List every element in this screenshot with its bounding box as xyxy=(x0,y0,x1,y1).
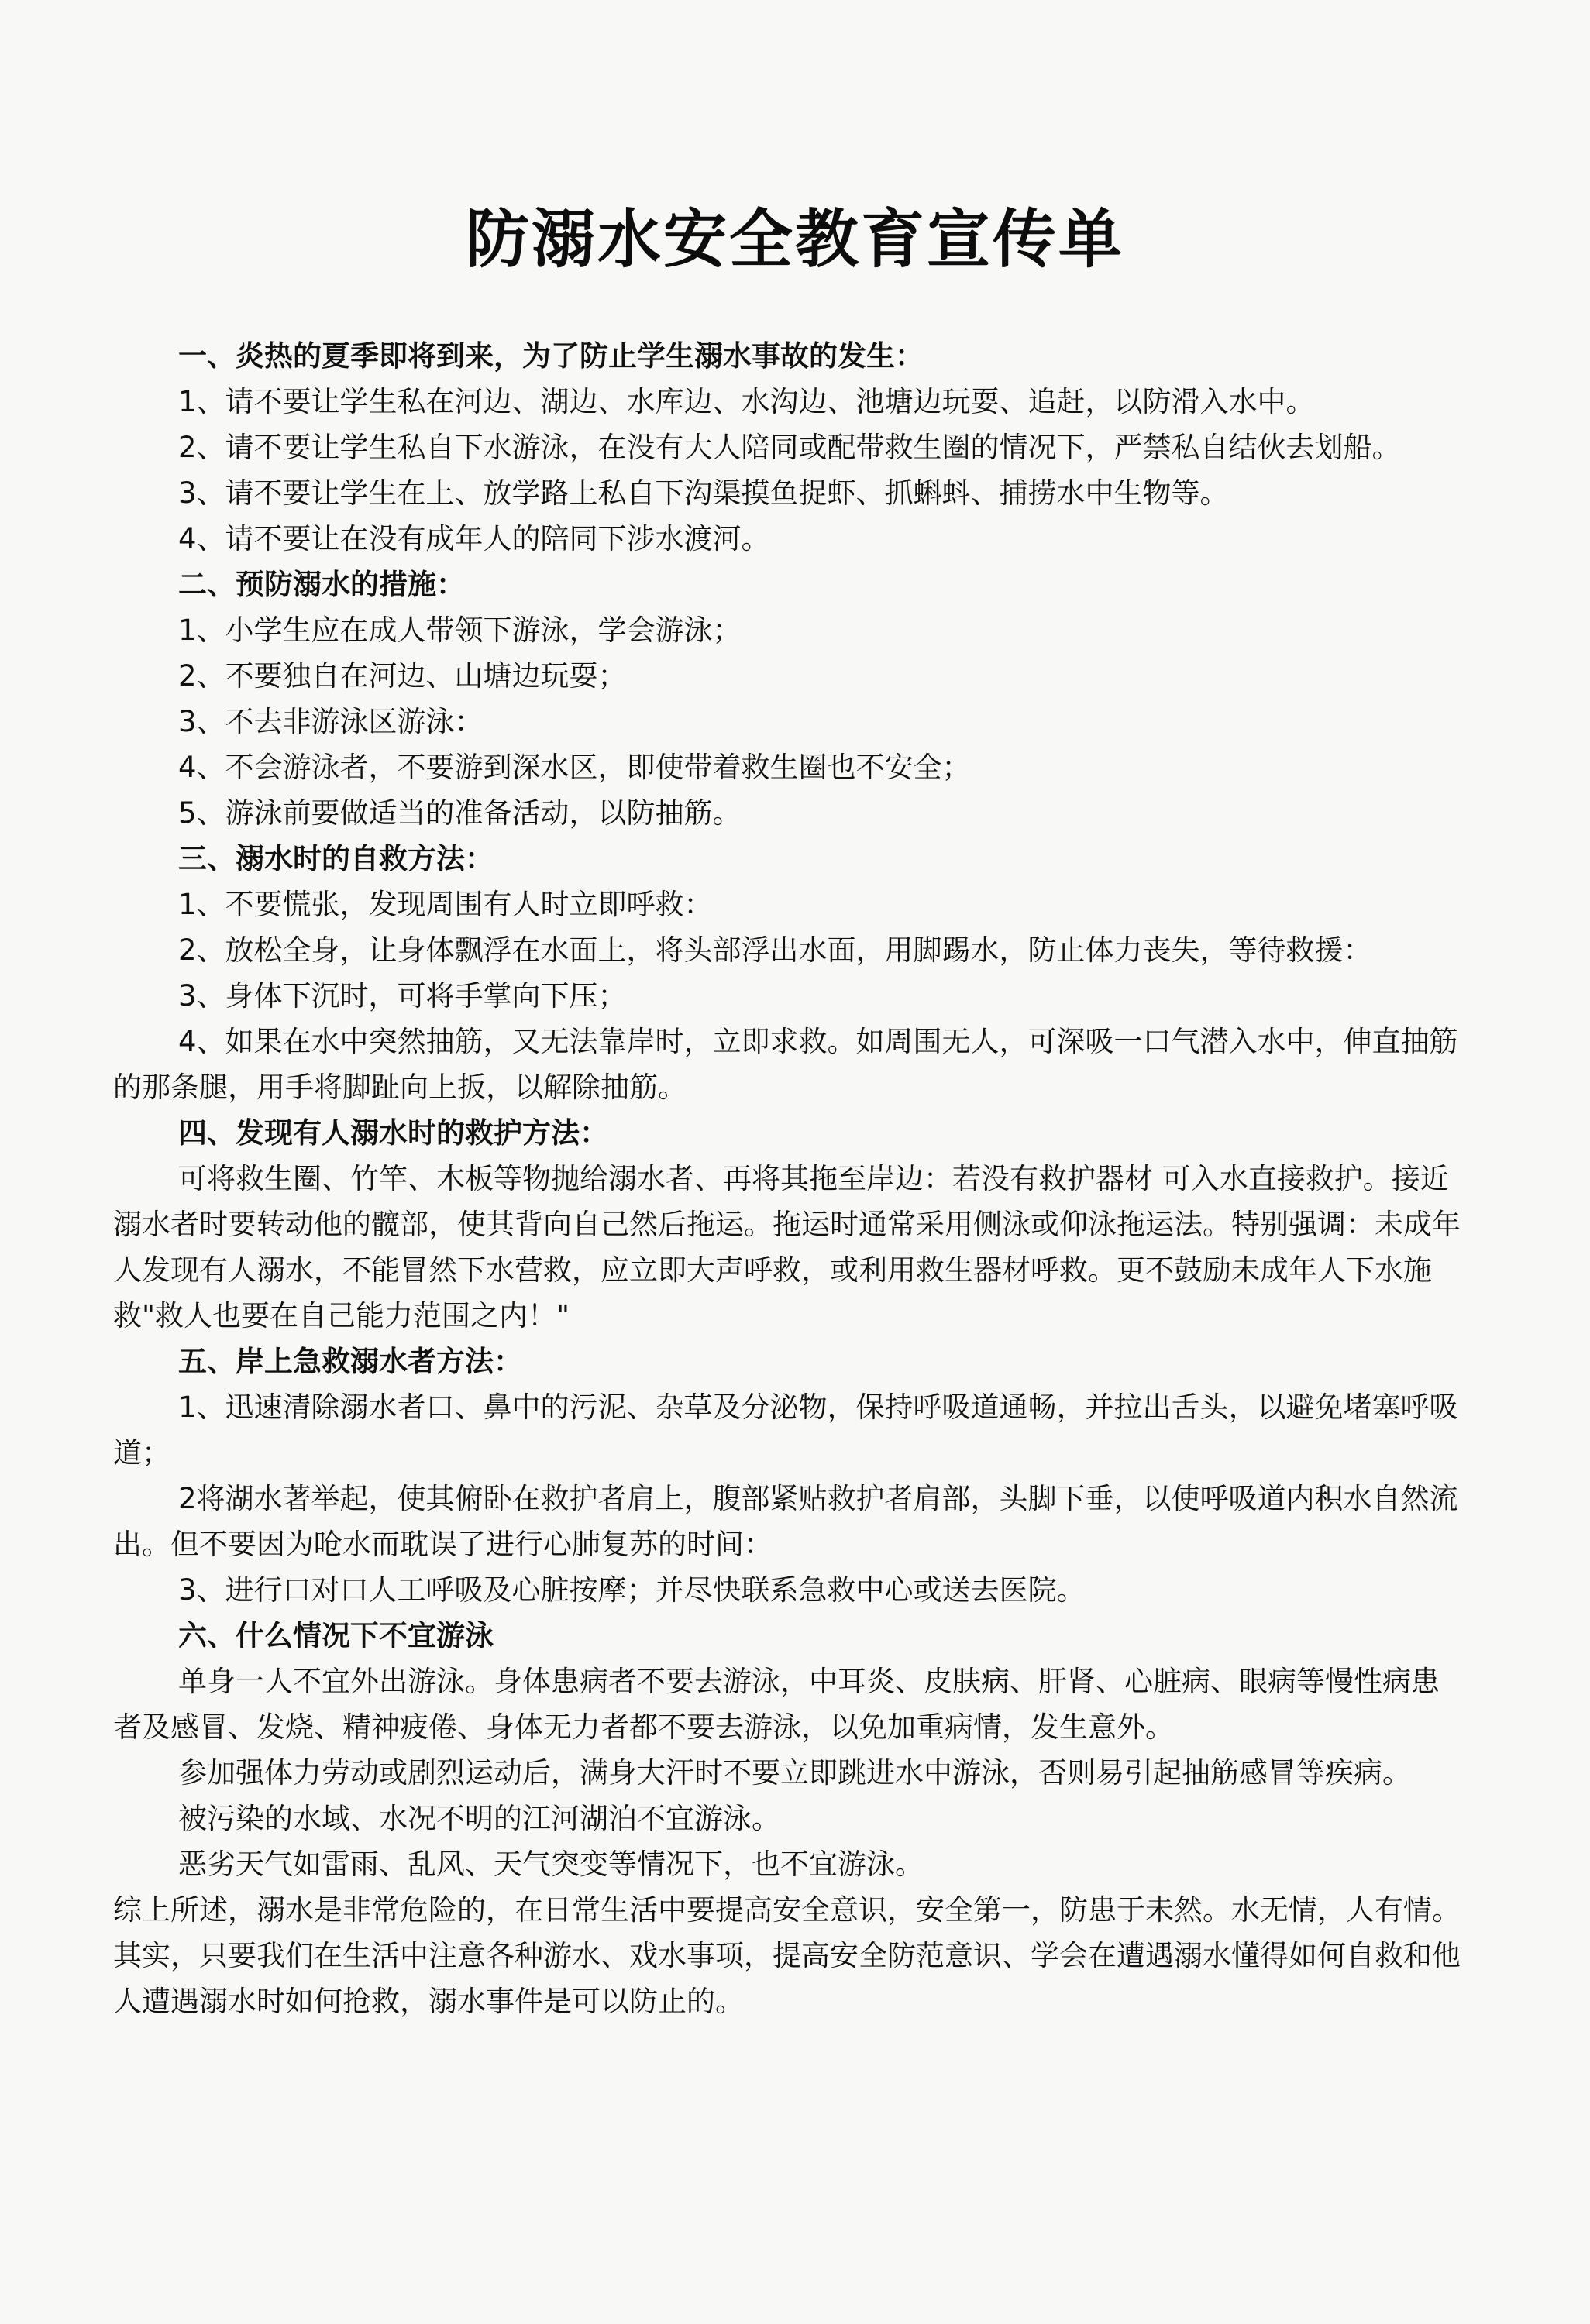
body-line: 2、放松全身，让身体飘浮在水面上，将头部浮出水面，用脚踢水，防止体力丧失，等待救援： xyxy=(178,933,1372,967)
document-title: 防溺水安全教育宣传单 xyxy=(465,203,1124,277)
body-line: 四、发现有人溺水时的救护方法： xyxy=(178,1116,608,1150)
body-paragraph: 2、请不要让学生私自下水游泳，在没有大人陪同或配带救生圈的情况下，严禁私自结伙去划船。 xyxy=(178,431,1401,464)
body-line: 4、请不要让在没有成年人的陪同下涉水渡河。 xyxy=(178,522,770,555)
body-line: 一、炎热的夏季即将到来，为了防止学生溺水事故的发生： xyxy=(178,339,924,373)
body-line: 4、不会游泳者，不要游到深水区，即使带着救生圈也不安全； xyxy=(178,751,971,784)
body-line: 被污染的水域、水况不明的江河湖泊不宜游泳。 xyxy=(178,1802,780,1835)
body-line: 3、身体下沉时，可将手掌向下压； xyxy=(178,979,627,1012)
body-paragraph: 参加强体力劳动或剧烈运动后，满身大汗时不要立即跳进水中游泳，否则易引起抽筋感冒等疾病。 xyxy=(178,1756,1411,1789)
body-line: 3、不去非游泳区游泳： xyxy=(178,705,484,738)
body-line: 1、请不要让学生私在河边、湖边、水库边、水沟边、池塘边玩耍、追赶，以防滑入水中。 xyxy=(178,385,1315,418)
body-line: 3、进行口对口人工呼吸及心脏按摩；并尽快联系急救中心或送去医院。 xyxy=(178,1573,1086,1607)
body-line: 三、溺水时的自救方法： xyxy=(178,842,494,875)
body-line: 二、预防溺水的措施： xyxy=(178,568,465,601)
body-line: 3、请不要让学生在上、放学路上私自下沟渠摸鱼捉虾、抓蝌蚪、捕捞水中生物等。 xyxy=(178,476,1229,510)
body-line: 2、不要独自在河边、山塘边玩耍； xyxy=(178,659,627,693)
body-line: 1、小学生应在成人带领下游泳，学会游泳； xyxy=(178,614,742,647)
body-line: 恶劣天气如雷雨、乱风、天气突变等情况下，也不宜游泳。 xyxy=(178,1848,924,1881)
body-line: 六、什么情况下不宜游泳 xyxy=(178,1619,494,1652)
body-line: 1、不要慌张，发现周围有人时立即呼救： xyxy=(178,888,713,921)
body-paragraph: 单身一人不宜外出游泳。身体患病者不要去游泳，中耳炎、皮肤病、肝肾、心脏病、眼病等慢性病患者及感冒、发烧、精神疲倦、身体无力者都不要去游泳，以免加重病情，发生意外。 xyxy=(113,1665,1440,1744)
body-paragraph: 1、迅速清除溺水者口、鼻中的污泥、杂草及分泌物，保持呼吸道通畅，并拉出舌头，以避免堵塞呼吸道； xyxy=(113,1391,1458,1470)
summary-paragraph: 综上所述，溺水是非常危险的，在日常生活中要提高安全意识，安全第一，防患于未然。水无情，人有情。其实，只要我们在生活中注意各种游水、戏水事项，提高安全防范意识、学会在遭遇溺水懂得如何自救和他人遭遇溺水时如何抢救，溺水事件是可以防止的。 xyxy=(113,1893,1461,2018)
body-paragraph: 4、如果在水中突然抽筋，又无法靠岸时，立即求救。如周围无人，可深吸一口气潜入水中，伸直抽筋的那条腿，用手将脚趾向上扳，以解除抽筋。 xyxy=(113,1025,1458,1104)
body-paragraph: 2将湖水著举起，使其俯卧在救护者肩上，腹部紧贴救护者肩部，头脚下垂，以使呼吸道内积水自然流出。但不要因为呛水而耽误了进行心肺复苏的时间： xyxy=(113,1482,1458,1561)
body-paragraph: 可将救生圈、竹竿、木板等物抛给溺水者、再将其拖至岸边：若没有救护器材 可入水直接救护。接近溺水者时要转动他的髋部，使其背向自己然后拖运。拖运时通常采用侧泳或仰泳拖运法。特别强调：未成年人发现有人溺水，不能冒然下水营救，应立即大声呼救，或利用救生器材呼救。更不鼓励未成年人下水施救"救人也要在自己能力范围之内！" xyxy=(113,1162,1461,1332)
body-line: 五、岸上急救溺水者方法： xyxy=(178,1345,522,1378)
document-body xyxy=(113,333,1461,2024)
body-line: 5、游泳前要做适当的准备活动，以防抽筋。 xyxy=(178,796,742,830)
